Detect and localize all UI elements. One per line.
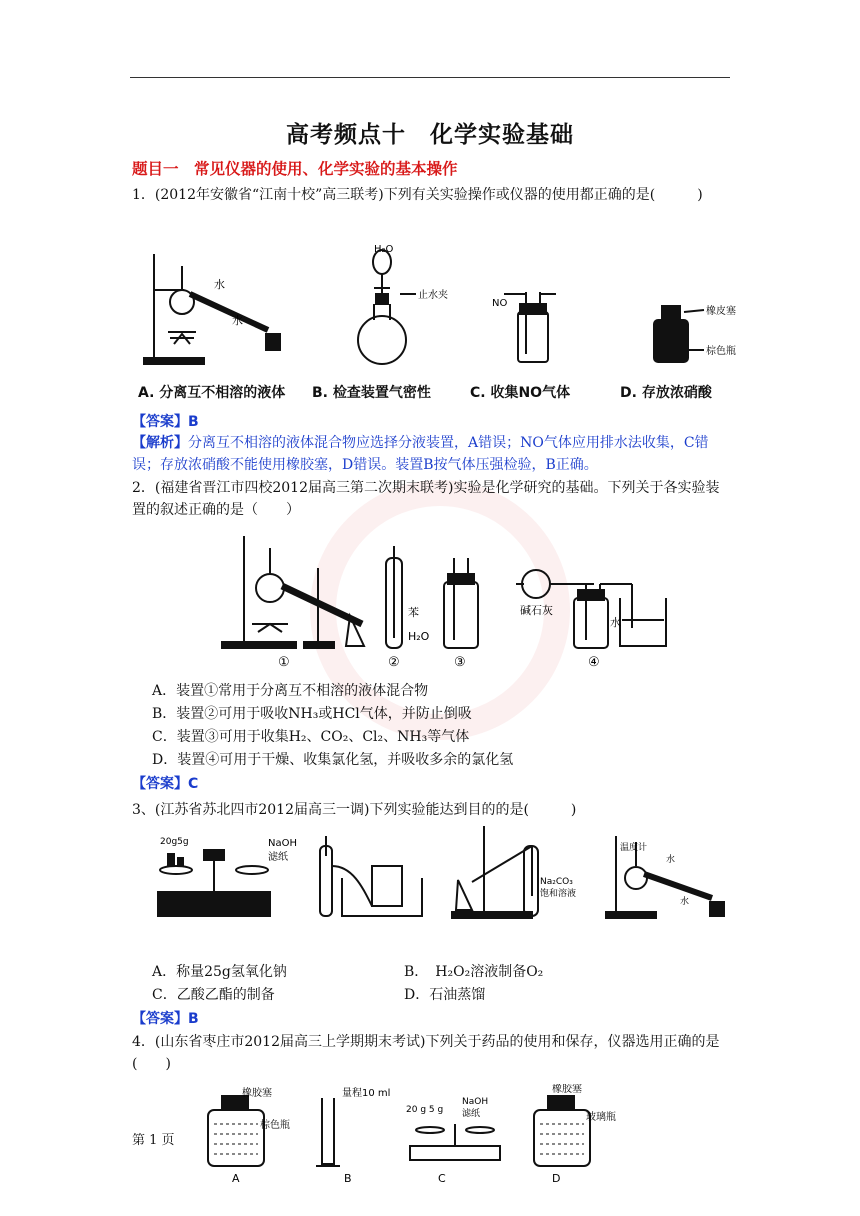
q4-label-cork: 橡胶塞	[242, 1088, 272, 1099]
q3-label-na2co3: Na₂CO₃	[540, 877, 573, 887]
q3-answer: 【答案】B	[132, 1011, 199, 1027]
q1-explanation-label: 【解析】	[132, 435, 188, 451]
q1-label-no: NO	[492, 298, 508, 309]
page-footer: 第 1 页	[132, 1133, 175, 1148]
header-rule	[130, 77, 730, 78]
question-4-text: 4．(山东省枣庄市2012届高三上学期期末考试)下列关于药品的使用和保存，仪器选用正确的是( )	[132, 1034, 720, 1072]
q1-answer: 【答案】B	[132, 414, 199, 430]
q4-caption-d: D	[552, 1172, 561, 1184]
q3-figure	[152, 826, 732, 924]
q3-option-b: B． H₂O₂溶液制备O₂	[404, 964, 544, 980]
q4-caption-a: A	[232, 1172, 240, 1184]
q4-label-range: 量程10 ml	[342, 1088, 391, 1099]
q4-figure	[200, 1084, 630, 1184]
q2-option-a: A．装置①常用于分离互不相溶的液体混合物	[152, 683, 429, 699]
q2-apparatus-drawing	[212, 528, 672, 670]
question-1-text: 1．(2012年安徽省“江南十校”高三联考)下列有关实验操作或仪器的使用都正确的是( )	[132, 187, 703, 203]
q3-option-a: A．称量25g氢氧化钠	[152, 964, 287, 980]
q3-label-water2: 水	[680, 897, 690, 907]
section-heading: 题目一 常见仪器的使用、化学实验的基本操作	[132, 160, 458, 178]
q2-label-benzene: 苯	[408, 606, 419, 619]
question-3	[132, 799, 732, 821]
q4-label-paper: 滤纸	[462, 1109, 481, 1119]
q3-option-d: D．石油蒸馏	[404, 987, 486, 1003]
q3-label-saturated: 饱和溶液	[540, 889, 577, 899]
q2-label-n3: ③	[454, 655, 466, 670]
q2-label-h2o: H₂O	[408, 630, 430, 643]
q2-label-n2: ②	[388, 655, 400, 670]
q1-label-cork: 橡皮塞	[706, 306, 736, 317]
q1-label-h2o: H₂O	[374, 244, 394, 255]
q1-figure	[138, 232, 738, 372]
q1-label-stopcock: 止水夹	[418, 290, 448, 301]
q2-option-d: D．装置④可用于干燥、收集氯化氢，并吸收多余的氯化氢	[152, 752, 514, 768]
q1-label-water2: 水	[232, 314, 243, 327]
question-2	[132, 477, 732, 521]
q3-label-paper: 滤纸	[268, 852, 288, 863]
q1-caption-a: A. 分离互不相溶的液体	[138, 385, 286, 401]
question-4	[132, 1031, 732, 1075]
q1-caption-c: C. 收集NO气体	[470, 385, 571, 401]
question-2-text: 2．(福建省晋江市四校2012届高三第二次期末联考)实验是化学研究的基础。下列关于各实验装置的叙述正确的是（ ）	[132, 480, 720, 518]
q4-apparatus-drawing	[200, 1084, 630, 1184]
question-1	[132, 184, 732, 206]
q2-answer: 【答案】C	[132, 776, 199, 792]
q2-label-n1: ①	[278, 655, 290, 670]
page-title: 高考频点十 化学实验基础	[286, 122, 574, 148]
q1-label-water1: 水	[214, 278, 225, 291]
q4-label-naoh: NaOH	[462, 1097, 489, 1107]
q1-caption-b: B. 检查装置气密性	[312, 385, 431, 401]
q1-apparatus-drawing	[138, 232, 738, 372]
q4-caption-c: C	[438, 1172, 446, 1184]
q2-label-water: 水	[610, 616, 621, 629]
q3-label-thermometer: 温度计	[620, 843, 648, 853]
q2-figure	[212, 528, 672, 670]
q4-label-brown: 棕色瓶	[260, 1120, 290, 1131]
q2-label-soda-lime: 碱石灰	[520, 604, 553, 617]
q4-caption-b: B	[344, 1172, 352, 1184]
q2-option-b: B．装置②可用于吸收NH₃或HCl气体，并防止倒吸	[152, 706, 472, 722]
q3-apparatus-drawing	[152, 826, 732, 924]
q1-explanation-text: 分离互不相溶的液体混合物应选择分液装置，A错误；NO气体应用排水法收集，C错误；存放浓硝酸不能使用橡胶塞，D错误。装置B按气体压强检验，B正确。	[132, 435, 709, 473]
q1-label-brown: 棕色瓶	[706, 346, 736, 357]
question-3-text: 3、(江苏省苏北四市2012届高三一调)下列实验能达到目的的是( )	[132, 802, 577, 818]
q3-label-water1: 水	[666, 855, 676, 865]
q2-label-n4: ④	[588, 655, 600, 670]
q3-label-naoh: NaOH	[268, 838, 297, 849]
q3-option-c: C．乙酸乙酯的制备	[152, 987, 275, 1003]
q2-option-c: C．装置③可用于收集H₂、CO₂、Cl₂、NH₃等气体	[152, 729, 470, 745]
q3-label-weights: 20g5g	[160, 837, 189, 847]
q1-explanation	[132, 432, 732, 476]
q4-label-weights: 20 g 5 g	[406, 1105, 444, 1115]
q4-label-glass: 玻璃瓶	[586, 1112, 616, 1123]
q1-caption-d: D. 存放浓硝酸	[620, 385, 712, 401]
q4-label-cork2: 橡胶塞	[552, 1084, 582, 1095]
